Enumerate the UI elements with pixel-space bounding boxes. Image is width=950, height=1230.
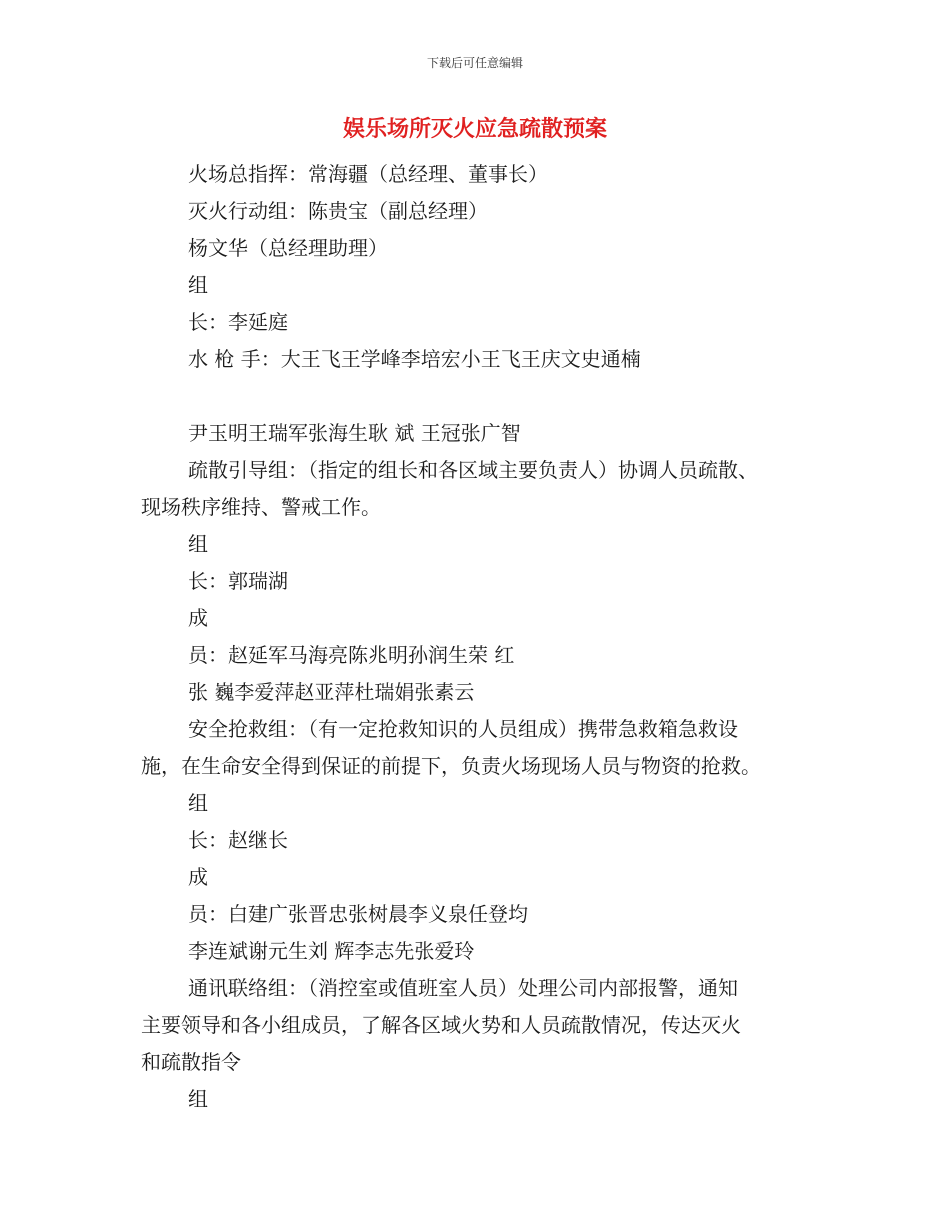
paragraph-line: 李连斌谢元生刘 辉李志先张爱玲 [188,939,475,963]
paragraph-line: 组 [188,532,208,556]
paragraph-line: 水 枪 手：大王飞王学峰李培宏小王飞王庆文史通楠 [188,347,641,371]
header-note: 下载后可任意编辑 [426,56,523,70]
paragraph-line: 组 [188,1087,208,1111]
paragraph-line: 组 [188,791,208,815]
paragraph-line: 和疏散指令 [141,1050,241,1074]
paragraph-line: 火场总指挥：常海疆（总经理、董事长） [188,162,548,186]
paragraph-line: 疏散引导组：（指定的组长和各区域主要负责人）协调人员疏散、 [188,458,758,482]
paragraph-line: 施，在生命安全得到保证的前提下，负责火场现场人员与物资的抢救。 [141,754,761,778]
document-title: 娱乐场所灭火应急疏散预案 [342,117,607,142]
paragraph-line: 员：白建广张晋忠张树晨李义泉任登均 [188,902,528,926]
blank-line [141,378,821,415]
paragraph-line: 员：赵延军马海亮陈兆明孙润生荣 红 [188,643,515,667]
paragraph-line: 长：李延庭 [188,310,288,334]
paragraph-line: 尹玉明王瑞军张海生耿 斌 王冠张广智 [188,421,521,445]
paragraph-line: 主要领导和各小组成员，了解各区域火势和人员疏散情况，传达灭火 [141,1013,741,1037]
paragraph-line: 成 [188,865,208,889]
paragraph-line: 长：赵继长 [188,828,288,852]
paragraph-line: 长：郭瑞湖 [188,569,288,593]
paragraph-line: 灭火行动组：陈贵宝（副总经理） [188,199,488,223]
paragraph-line: 组 [188,273,208,297]
paragraph-line: 张 巍李爱萍赵亚萍杜瑞娟张素云 [188,680,475,704]
paragraph-line: 成 [188,606,208,630]
paragraph-line: 杨文华（总经理助理） [188,236,388,260]
document-body [141,156,821,1118]
paragraph-line: 通讯联络组：（消控室或值班室人员）处理公司内部报警，通知 [188,976,738,1000]
paragraph-line: 现场秩序维持、警戒工作。 [141,495,381,519]
paragraph-line: 安全抢救组：（有一定抢救知识的人员组成）携带急救箱急救设 [188,717,738,741]
